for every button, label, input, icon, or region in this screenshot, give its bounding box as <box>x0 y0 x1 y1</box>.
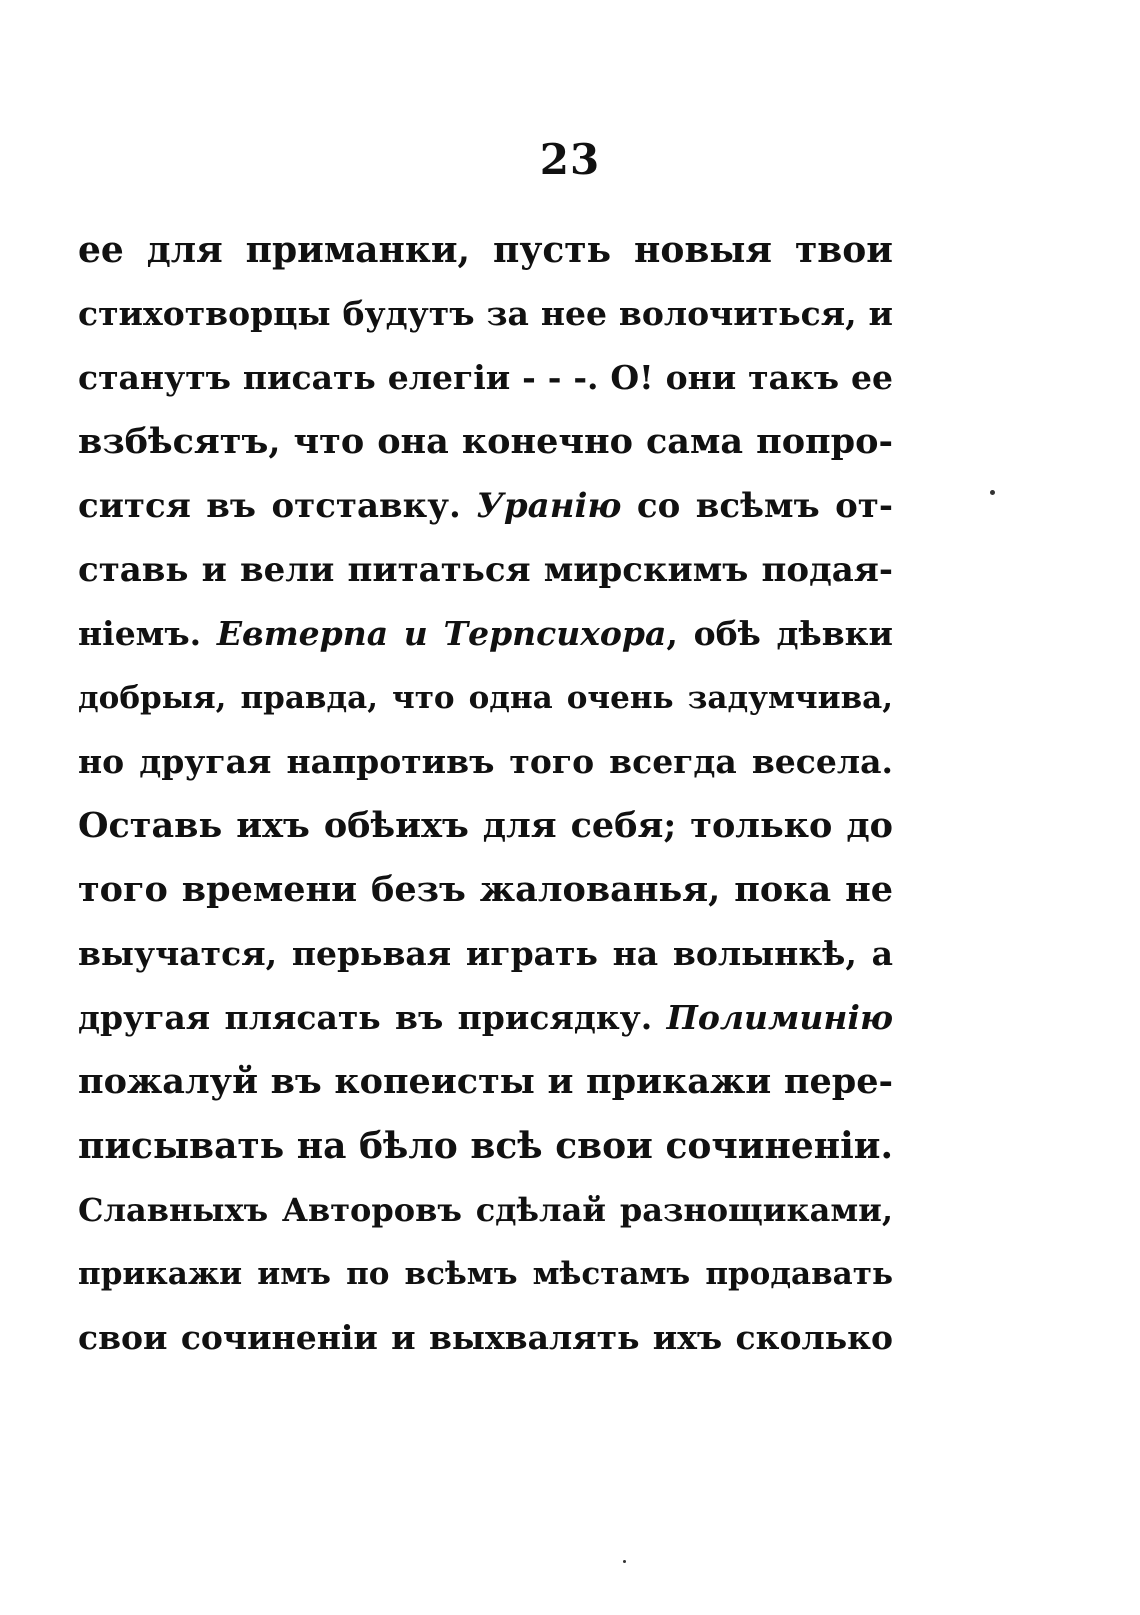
text-line <box>78 1050 893 1114</box>
text-segment: стихотворцы будутъ за нее волочиться, и <box>78 294 893 333</box>
text-segment: взбѣсятъ, что она конечно сама попро- <box>78 421 893 462</box>
text-line <box>78 666 893 730</box>
scan-speck <box>990 490 995 495</box>
text-segment: сится въ отставку. <box>78 486 477 526</box>
text-segment: Славныхъ Авторовъ сдѣлай разнощиками, <box>78 1191 893 1229</box>
text-segment: выучатся, перьвая играть на волынкѣ, а <box>78 934 893 973</box>
text-segment: того времени безъ жалованья, пока не <box>78 869 893 910</box>
text-line <box>78 794 893 858</box>
text-line <box>78 730 893 794</box>
text-segment: пожалуй въ копеисты и прикажи пере- <box>78 1061 893 1102</box>
text-segment: станутъ писать елегіи - - -. О! они такъ ее <box>78 358 893 397</box>
text-line <box>78 410 893 474</box>
text-line <box>78 1114 893 1178</box>
text-line <box>78 858 893 922</box>
text-segment: ніемъ. <box>78 614 217 653</box>
text-line <box>78 218 893 282</box>
text-line <box>78 1242 893 1306</box>
italic-name: Евтерпа и Терпсихора <box>216 614 667 653</box>
scan-speck <box>623 1560 626 1563</box>
italic-name: Уранію <box>476 486 622 526</box>
text-segment: прикажи имъ по всѣмъ мѣстамъ продавать <box>78 1256 893 1292</box>
text-line <box>78 602 893 666</box>
italic-name: Полиминію <box>666 998 893 1037</box>
text-segment: , обѣ дѣвки <box>666 614 893 653</box>
body-text <box>78 218 893 1370</box>
text-segment: со всѣмъ от- <box>621 486 893 526</box>
text-segment: ставь и вели питаться мирскимъ подая- <box>78 550 893 590</box>
text-segment: но другая напротивъ того всегда весела. <box>78 742 893 781</box>
text-line <box>78 346 893 410</box>
text-line <box>78 474 893 538</box>
text-segment: писывать на бѣло всѣ свои сочиненіи. <box>78 1125 893 1167</box>
text-line <box>78 922 893 986</box>
text-segment: Оставь ихъ обѣихъ для себя; только до <box>78 805 893 846</box>
page-number: 23 <box>539 135 601 184</box>
text-line <box>78 986 893 1050</box>
text-segment: добрыя, правда, что одна очень задумчива, <box>78 680 893 716</box>
text-line <box>78 1306 893 1370</box>
text-line <box>78 538 893 602</box>
text-segment: ее для приманки, пусть новыя твои <box>78 229 893 271</box>
text-line <box>78 282 893 346</box>
text-line <box>78 1178 893 1242</box>
text-segment: свои сочиненіи и выхвалять ихъ сколько <box>78 1318 893 1357</box>
text-segment: другая плясать въ присядку. <box>78 998 667 1037</box>
